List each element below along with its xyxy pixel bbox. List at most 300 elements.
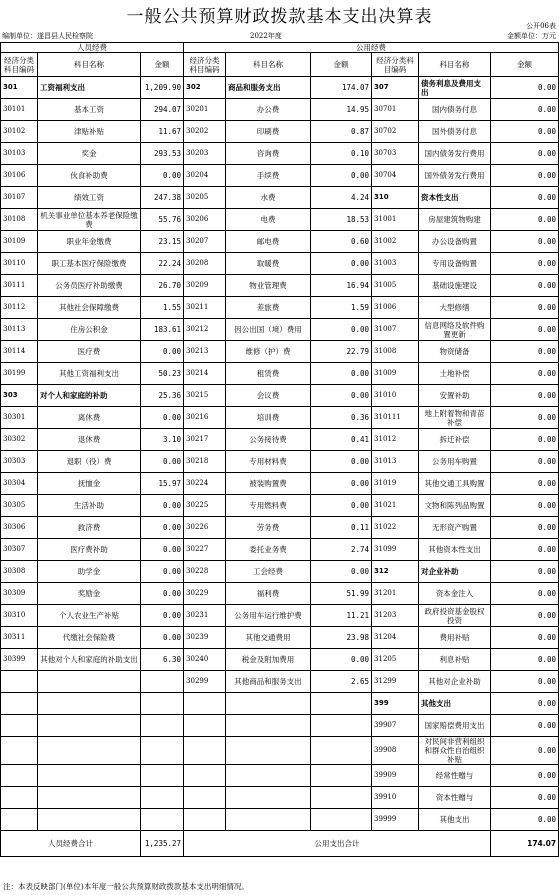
name-cell	[226, 787, 311, 809]
code-cell	[184, 787, 226, 809]
amount-cell: 3.10	[141, 429, 184, 451]
code-cell	[184, 809, 226, 831]
amount-cell	[141, 787, 184, 809]
code-cell: 30209	[184, 275, 226, 297]
name-cell: 政府投资基金股权投资	[419, 605, 491, 627]
code-cell: 31201	[372, 583, 419, 605]
amount-cell: 22.79	[311, 341, 372, 363]
name-cell: 资本金注入	[419, 583, 491, 605]
name-cell: 印刷费	[226, 121, 311, 143]
table-row	[1, 187, 559, 209]
code-cell: 31006	[372, 297, 419, 319]
amount-header: 金额	[491, 53, 559, 77]
name-cell: 机关事业单位基本养老保险缴费	[38, 209, 141, 231]
name-cell: 会议费	[226, 385, 311, 407]
code-cell: 30202	[184, 121, 226, 143]
code-cell: 30701	[372, 99, 419, 121]
code-cell: 30299	[184, 671, 226, 693]
code-cell: 39999	[372, 809, 419, 831]
amount-cell: 0.00	[491, 517, 559, 539]
name-cell: 其他支出	[419, 809, 491, 831]
name-cell	[38, 693, 141, 715]
code-cell: 30218	[184, 451, 226, 473]
table-row	[1, 429, 559, 451]
amount-cell: 0.11	[311, 517, 372, 539]
name-cell: 工会经费	[226, 561, 311, 583]
code-cell	[1, 715, 38, 737]
code-cell: 307	[372, 77, 419, 99]
amount-cell: 1.59	[311, 297, 372, 319]
name-cell: 其他工资福利支出	[38, 363, 141, 385]
code-cell: 31021	[372, 495, 419, 517]
code-cell	[184, 737, 226, 765]
name-cell: 国外债务发行费用	[419, 165, 491, 187]
amount-cell: 26.70	[141, 275, 184, 297]
amount-cell: 0.00	[141, 627, 184, 649]
amount-cell: 0.00	[491, 809, 559, 831]
amount-cell: 51.99	[311, 583, 372, 605]
amount-cell: 0.00	[311, 561, 372, 583]
public-total-amount: 174.07	[491, 831, 559, 857]
personnel-total-amount: 1,235.27	[141, 831, 184, 857]
table-row	[1, 765, 559, 787]
name-cell: 绩效工资	[38, 187, 141, 209]
name-cell: 住房公积金	[38, 319, 141, 341]
amount-cell: 0.00	[141, 495, 184, 517]
code-cell: 30306	[1, 517, 38, 539]
name-cell: 利息补贴	[419, 649, 491, 671]
code-cell: 31002	[372, 231, 419, 253]
table-row	[1, 165, 559, 187]
name-cell: 税金及附加费用	[226, 649, 311, 671]
amount-cell: 0.00	[491, 429, 559, 451]
amount-cell: 55.76	[141, 209, 184, 231]
name-cell: 物资储备	[419, 341, 491, 363]
code-cell: 39908	[372, 737, 419, 765]
code-cell: 31005	[372, 275, 419, 297]
code-cell: 31099	[372, 539, 419, 561]
name-cell: 土地补偿	[419, 363, 491, 385]
amount-cell: 0.00	[141, 539, 184, 561]
code-cell: 30231	[184, 605, 226, 627]
name-cell: 因公出国（境）费用	[226, 319, 311, 341]
amount-cell: 0.00	[491, 275, 559, 297]
amount-cell: 0.00	[491, 99, 559, 121]
table-row	[1, 495, 559, 517]
code-cell: 30204	[184, 165, 226, 187]
code-cell: 30310	[1, 605, 38, 627]
amount-cell: 11.21	[311, 605, 372, 627]
code-cell: 31007	[372, 319, 419, 341]
name-cell: 公务员医疗补助缴费	[38, 275, 141, 297]
name-cell: 奖金	[38, 143, 141, 165]
name-cell: 基础设施建设	[419, 275, 491, 297]
year-label: 2022年度	[250, 32, 282, 40]
amount-cell: 0.00	[491, 627, 559, 649]
amount-cell	[311, 809, 372, 831]
name-cell: 国内债务发行费用	[419, 143, 491, 165]
code-cell: 30215	[184, 385, 226, 407]
code-cell: 30113	[1, 319, 38, 341]
name-cell: 对民间非营利组织和群众性自治组织补贴	[419, 737, 491, 765]
amount-cell: 0.87	[311, 121, 372, 143]
public-header: 公用经费	[184, 43, 559, 53]
code-cell: 30240	[184, 649, 226, 671]
amount-cell: 22.24	[141, 253, 184, 275]
code-cell: 302	[184, 77, 226, 99]
code-cell: 30203	[184, 143, 226, 165]
name-cell: 退休费	[38, 429, 141, 451]
amount-cell: 0.00	[311, 253, 372, 275]
name-cell	[226, 737, 311, 765]
code-cell: 30103	[1, 143, 38, 165]
name-cell: 大型修缮	[419, 297, 491, 319]
code-cell: 30216	[184, 407, 226, 429]
code-cell: 30702	[372, 121, 419, 143]
table-row	[1, 253, 559, 275]
code-cell: 31001	[372, 209, 419, 231]
amount-cell: 174.07	[311, 77, 372, 99]
code-cell	[184, 693, 226, 715]
name-cell: 伙食补助费	[38, 165, 141, 187]
name-cell: 公务用车购置	[419, 451, 491, 473]
code-cell: 30112	[1, 297, 38, 319]
name-cell: 咨询费	[226, 143, 311, 165]
name-cell: 办公费	[226, 99, 311, 121]
amount-cell: 0.00	[491, 407, 559, 429]
amount-cell: 0.00	[491, 187, 559, 209]
name-cell: 培训费	[226, 407, 311, 429]
amount-cell: 0.00	[491, 605, 559, 627]
amount-cell: 23.15	[141, 231, 184, 253]
amount-cell: 0.00	[491, 561, 559, 583]
name-cell: 其他对企业补助	[419, 671, 491, 693]
table-row	[1, 341, 559, 363]
name-cell: 其他社会保障缴费	[38, 297, 141, 319]
amount-cell: 0.00	[141, 517, 184, 539]
name-cell: 资本性赠与	[419, 787, 491, 809]
amount-cell: 0.00	[141, 561, 184, 583]
code-cell: 30229	[184, 583, 226, 605]
code-cell	[184, 765, 226, 787]
name-cell	[38, 809, 141, 831]
name-cell: 专用材料费	[226, 451, 311, 473]
name-cell: 对企业补助	[419, 561, 491, 583]
name-cell: 维修（护）费	[226, 341, 311, 363]
table-row	[1, 385, 559, 407]
amount-cell: 0.00	[141, 165, 184, 187]
form-number: 公开06表	[526, 22, 556, 30]
name-cell: 救济费	[38, 517, 141, 539]
name-cell: 无形资产购置	[419, 517, 491, 539]
name-header: 科目名称	[419, 53, 491, 77]
amount-cell: 0.00	[491, 693, 559, 715]
code-cell: 31010	[372, 385, 419, 407]
code-cell: 31012	[372, 429, 419, 451]
amount-cell: 0.00	[491, 319, 559, 341]
code-cell: 30302	[1, 429, 38, 451]
amount-cell: 0.00	[311, 473, 372, 495]
name-cell: 公务接待费	[226, 429, 311, 451]
table-row	[1, 627, 559, 649]
name-cell: 差旅费	[226, 297, 311, 319]
code-cell: 31205	[372, 649, 419, 671]
code-cell: 30301	[1, 407, 38, 429]
name-cell: 水费	[226, 187, 311, 209]
code-cell	[1, 787, 38, 809]
code-cell: 30207	[184, 231, 226, 253]
amount-cell	[311, 787, 372, 809]
amount-cell: 0.00	[491, 473, 559, 495]
name-cell: 个人农业生产补贴	[38, 605, 141, 627]
code-cell	[184, 715, 226, 737]
amount-cell: 0.36	[311, 407, 372, 429]
name-cell: 其他资本性支出	[419, 539, 491, 561]
code-cell	[1, 737, 38, 765]
code-cell: 30704	[372, 165, 419, 187]
table-row	[1, 693, 559, 715]
name-cell: 职工基本医疗保险缴费	[38, 253, 141, 275]
amount-cell: 0.00	[491, 253, 559, 275]
name-cell: 劳务费	[226, 517, 311, 539]
code-cell: 30106	[1, 165, 38, 187]
name-cell: 对个人和家庭的补助	[38, 385, 141, 407]
code-cell: 30108	[1, 209, 38, 231]
personnel-header: 人员经费	[1, 43, 184, 53]
page-title: 一般公共预算财政拨款基本支出决算表	[126, 7, 433, 27]
amount-cell: 0.00	[141, 407, 184, 429]
meta-line	[0, 31, 559, 41]
code-cell: 30703	[372, 143, 419, 165]
amount-cell: 0.00	[141, 583, 184, 605]
code-cell: 310	[372, 187, 419, 209]
name-cell: 委托业务费	[226, 539, 311, 561]
name-cell: 拆迁补偿	[419, 429, 491, 451]
name-cell: 津贴补贴	[38, 121, 141, 143]
code-cell: 31013	[372, 451, 419, 473]
name-cell	[38, 715, 141, 737]
amount-cell: 18.53	[311, 209, 372, 231]
name-cell: 国外债务付息	[419, 121, 491, 143]
code-cell	[1, 809, 38, 831]
public-total-label: 公用支出合计	[184, 831, 491, 857]
amount-cell: 293.53	[141, 143, 184, 165]
name-cell: 经常性赠与	[419, 765, 491, 787]
amount-cell: 0.00	[311, 363, 372, 385]
name-cell	[38, 765, 141, 787]
name-cell: 文物和陈列品购置	[419, 495, 491, 517]
code-cell: 30206	[184, 209, 226, 231]
name-cell: 房屋建筑物购建	[419, 209, 491, 231]
name-cell: 专用设备购置	[419, 253, 491, 275]
amount-cell	[141, 765, 184, 787]
table-row	[1, 649, 559, 671]
code-cell: 30239	[184, 627, 226, 649]
table-row	[1, 451, 559, 473]
name-cell: 其他支出	[419, 693, 491, 715]
code-cell: 30213	[184, 341, 226, 363]
amount-cell: 0.00	[491, 539, 559, 561]
footnote: 注：本表反映部门(单位)本年度一般公共预算财政拨款基本支出明细情况。	[3, 882, 249, 891]
code-header: 经济分类科目编码	[184, 53, 226, 77]
code-cell: 30201	[184, 99, 226, 121]
name-cell: 工资福利支出	[38, 77, 141, 99]
code-cell: 30114	[1, 341, 38, 363]
code-cell: 30199	[1, 363, 38, 385]
amount-cell: 0.00	[491, 765, 559, 787]
table-row	[1, 715, 559, 737]
personnel-total-label: 人员经费合计	[1, 831, 141, 857]
amount-cell: 6.30	[141, 649, 184, 671]
name-cell	[226, 693, 311, 715]
name-cell: 代缴社会保险费	[38, 627, 141, 649]
code-cell: 30311	[1, 627, 38, 649]
amount-cell	[141, 737, 184, 765]
name-cell: 奖励金	[38, 583, 141, 605]
amount-cell: 16.94	[311, 275, 372, 297]
amount-cell: 0.00	[491, 165, 559, 187]
amount-cell: 0.00	[491, 121, 559, 143]
table-row	[1, 99, 559, 121]
name-cell: 国内债务付息	[419, 99, 491, 121]
table-row	[1, 231, 559, 253]
name-cell	[38, 787, 141, 809]
amount-cell: 2.74	[311, 539, 372, 561]
amount-header: 金额	[311, 53, 372, 77]
amount-cell: 0.00	[491, 385, 559, 407]
name-cell: 费用补贴	[419, 627, 491, 649]
amount-cell	[141, 715, 184, 737]
name-cell: 退职（役）费	[38, 451, 141, 473]
amount-cell: 0.10	[311, 143, 372, 165]
code-cell: 30399	[1, 649, 38, 671]
amount-cell: 0.00	[491, 297, 559, 319]
name-cell: 抚恤金	[38, 473, 141, 495]
amount-unit-label: 金额单位：万元	[507, 32, 556, 40]
table-row	[1, 605, 559, 627]
amount-cell: 23.98	[311, 627, 372, 649]
table-row	[1, 583, 559, 605]
name-cell: 其他对个人和家庭的补助支出	[38, 649, 141, 671]
name-cell	[226, 715, 311, 737]
amount-cell: 1,209.90	[141, 77, 184, 99]
name-cell: 安置补助	[419, 385, 491, 407]
amount-cell: 0.60	[311, 231, 372, 253]
amount-cell: 0.41	[311, 429, 372, 451]
table-row	[1, 561, 559, 583]
amount-header: 金额	[141, 53, 184, 77]
name-cell: 助学金	[38, 561, 141, 583]
amount-cell: 0.00	[491, 363, 559, 385]
code-cell: 39907	[372, 715, 419, 737]
amount-cell: 14.95	[311, 99, 372, 121]
amount-cell: 0.00	[141, 341, 184, 363]
name-cell: 物业管理费	[226, 275, 311, 297]
amount-cell: 0.00	[491, 715, 559, 737]
code-cell: 31299	[372, 671, 419, 693]
code-cell: 301	[1, 77, 38, 99]
code-cell: 30228	[184, 561, 226, 583]
name-cell: 专用燃料费	[226, 495, 311, 517]
code-cell: 399	[372, 693, 419, 715]
code-cell	[1, 671, 38, 693]
code-cell: 30309	[1, 583, 38, 605]
amount-cell: 0.00	[141, 605, 184, 627]
code-cell: 30305	[1, 495, 38, 517]
amount-cell: 0.00	[491, 649, 559, 671]
name-cell: 被装购置费	[226, 473, 311, 495]
table-row	[1, 539, 559, 561]
code-cell: 30226	[184, 517, 226, 539]
code-cell: 30308	[1, 561, 38, 583]
code-header: 经济分类科目编码	[372, 53, 419, 77]
code-cell: 30225	[184, 495, 226, 517]
table-row	[1, 77, 559, 99]
name-cell: 公务用车运行维护费	[226, 605, 311, 627]
name-cell: 租赁费	[226, 363, 311, 385]
code-cell: 31008	[372, 341, 419, 363]
name-cell	[226, 809, 311, 831]
name-cell: 邮电费	[226, 231, 311, 253]
code-cell: 30110	[1, 253, 38, 275]
table-row	[1, 121, 559, 143]
table-row	[1, 787, 559, 809]
name-cell: 办公设备购置	[419, 231, 491, 253]
code-cell: 31204	[372, 627, 419, 649]
name-header: 科目名称	[38, 53, 141, 77]
code-cell: 30227	[184, 539, 226, 561]
table-row	[1, 473, 559, 495]
table-body	[1, 77, 559, 831]
amount-cell	[311, 715, 372, 737]
name-cell: 债务利息及费用支出	[419, 77, 491, 99]
amount-cell: 0.00	[491, 451, 559, 473]
amount-cell: 183.61	[141, 319, 184, 341]
code-cell: 312	[372, 561, 419, 583]
name-cell: 基本工资	[38, 99, 141, 121]
amount-cell	[141, 693, 184, 715]
amount-cell	[311, 765, 372, 787]
amount-cell: 25.36	[141, 385, 184, 407]
table-row	[1, 737, 559, 765]
name-header: 科目名称	[226, 53, 311, 77]
name-cell: 手续费	[226, 165, 311, 187]
name-cell: 福利费	[226, 583, 311, 605]
amount-cell: 0.00	[491, 787, 559, 809]
name-cell	[226, 765, 311, 787]
amount-cell: 0.00	[491, 209, 559, 231]
code-cell: 30205	[184, 187, 226, 209]
code-cell: 30307	[1, 539, 38, 561]
amount-cell: 0.00	[311, 495, 372, 517]
table-row	[1, 319, 559, 341]
code-cell: 31003	[372, 253, 419, 275]
name-cell	[38, 671, 141, 693]
amount-cell: 0.00	[311, 165, 372, 187]
table-row	[1, 809, 559, 831]
amount-cell	[311, 693, 372, 715]
code-cell	[1, 693, 38, 715]
amount-cell: 0.00	[491, 671, 559, 693]
code-cell: 31009	[372, 363, 419, 385]
amount-cell: 50.23	[141, 363, 184, 385]
amount-cell: 0.00	[491, 143, 559, 165]
amount-cell: 0.00	[491, 495, 559, 517]
code-cell: 30111	[1, 275, 38, 297]
code-cell: 30217	[184, 429, 226, 451]
name-cell: 地上附着物和青苗补偿	[419, 407, 491, 429]
name-cell: 离休费	[38, 407, 141, 429]
